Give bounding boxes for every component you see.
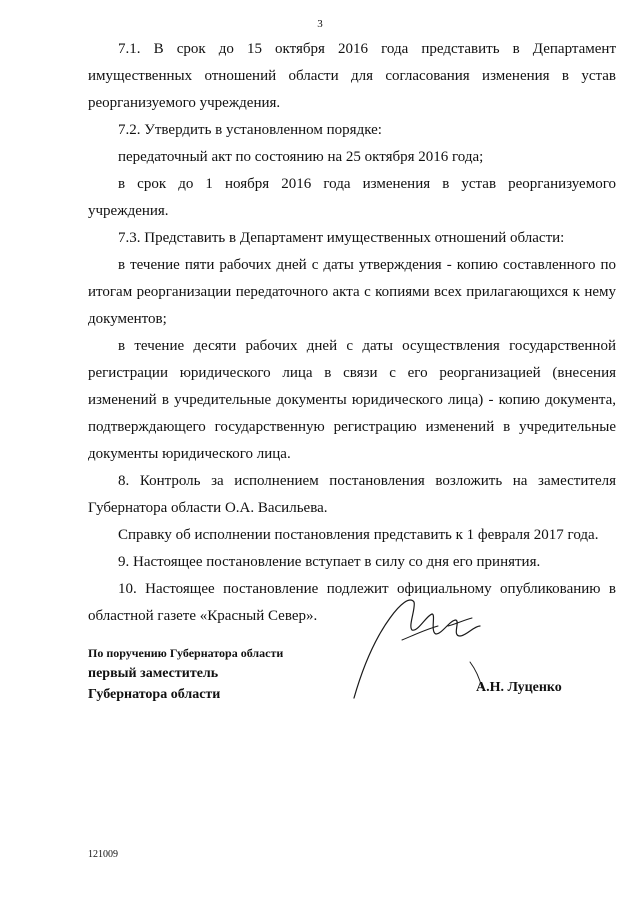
paragraph-7-2: 7.2. Утвердить в установленном порядке: [118,122,382,138]
paragraph-five-days: в течение пяти рабочих дней с даты утверждения - копию составленного по итогам реорганизации передаточного акта с копиями всех прилагающихся к нему документов; [88,257,616,327]
signature-authority-line: По поручению Губернатора области [88,646,284,660]
document-code: 121009 [88,849,118,860]
signature-block [88,643,283,705]
page-number: 3 [317,18,323,30]
paragraph-charter-deadline: в срок до 1 ноября 2016 года изменения в устав реорганизуемого учреждения. [88,176,616,219]
paragraph-7-3: 7.3. Представить в Департамент имущественных отношений области: [118,230,565,246]
paragraph-ten-days: в течение десяти рабочих дней с даты осуществления государственной регистрации юридического лица в связи с его реорганизацией (внесения изменений в учредительные документы юридического лица) - копию документа, подтверждающего государственную регистрацию изменений в учредительные документы юридического лица. [88,338,616,462]
signature-position-line: первый заместитель [88,666,219,681]
paragraph-8: 8. Контроль за исполнением постановления возложить на заместителя Губернатора области О.А. Васильева. [88,473,616,516]
paragraph-report: Справку об исполнении постановления представить к 1 февраля 2017 года. [118,527,599,543]
paragraph-10: 10. Настоящее постановление подлежит официальному опубликованию в областной газете «Красный Север». [88,581,616,624]
paragraph-9: 9. Настоящее постановление вступает в силу со дня его принятия. [118,554,541,570]
signature-governor-line: Губернатора области [88,687,221,702]
paragraph-7-1: 7.1. В срок до 15 октября 2016 года представить в Департамент имущественных отношений области для согласования изменения в устав реорганизуемого учреждения. [88,41,616,111]
document-body [88,36,616,630]
signatory-name: А.Н. Луценко [476,680,562,695]
paragraph-transfer-act: передаточный акт по состоянию на 25 октября 2016 года; [118,149,484,165]
